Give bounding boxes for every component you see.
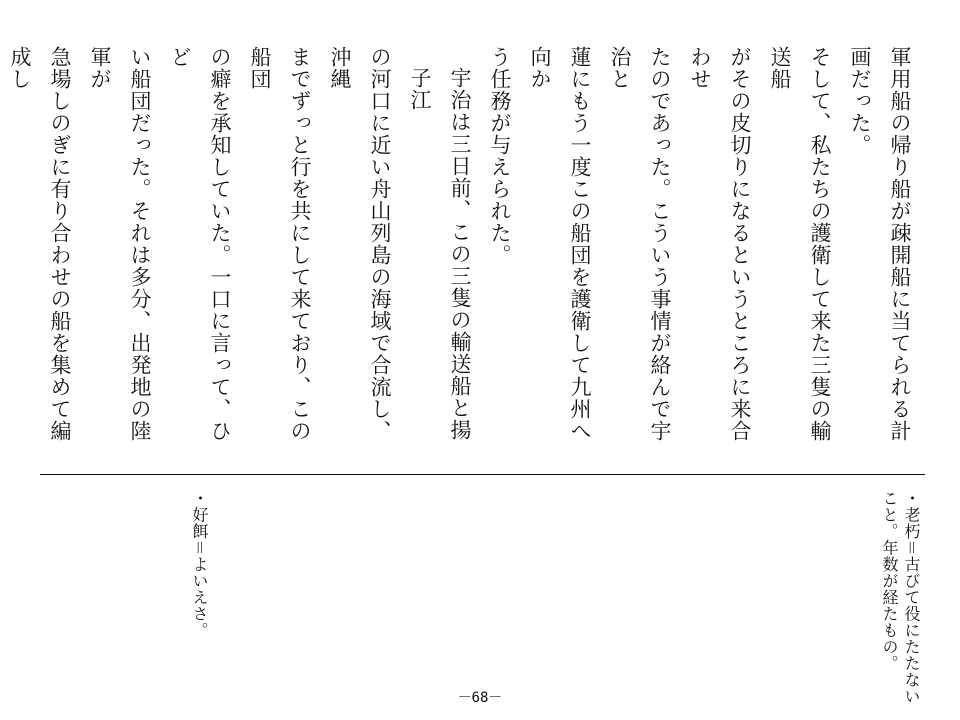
text-column: がその皮切りになるというところに来合わせ — [688, 46, 752, 442]
footnote: ・好餌＝よいえさ。 — [190, 490, 209, 639]
footnote-divider — [40, 474, 925, 475]
text-column: までずっと行を共にして来ており、この船団 — [248, 46, 312, 442]
text-column: の癖を承知していた。一口に言って、ひど — [168, 46, 232, 442]
text-column: 宇治は三日前、この三隻の輸送船と揚子江 — [408, 67, 472, 441]
text-column: の河口に近い舟山列島の海域で合流し、沖縄 — [328, 46, 392, 442]
text-column: 軍用船の帰り船が疎開船に当てられる計画だった。 — [848, 46, 912, 442]
text-column: う任務が与えられた。 — [488, 46, 512, 266]
body-text — [8, 46, 920, 456]
text-column: たのであった。こういう事情が絡んで宇治と — [608, 46, 672, 442]
page-number: －68－ — [457, 690, 503, 706]
footnote: ・老朽＝古びて役にたたないこと。年数が経たもの。 — [880, 490, 921, 705]
text-column: 蓮にもう一度この船団を護衛して九州へ向か — [528, 46, 592, 442]
text-column: 急場しのぎに有り合わせの船を集めて編成し — [8, 46, 72, 442]
text-column: そして、私たちの護衛して来た三隻の輸送船 — [768, 46, 832, 442]
text-column: い船団だった。それは多分、出発地の陸軍が — [88, 46, 152, 442]
